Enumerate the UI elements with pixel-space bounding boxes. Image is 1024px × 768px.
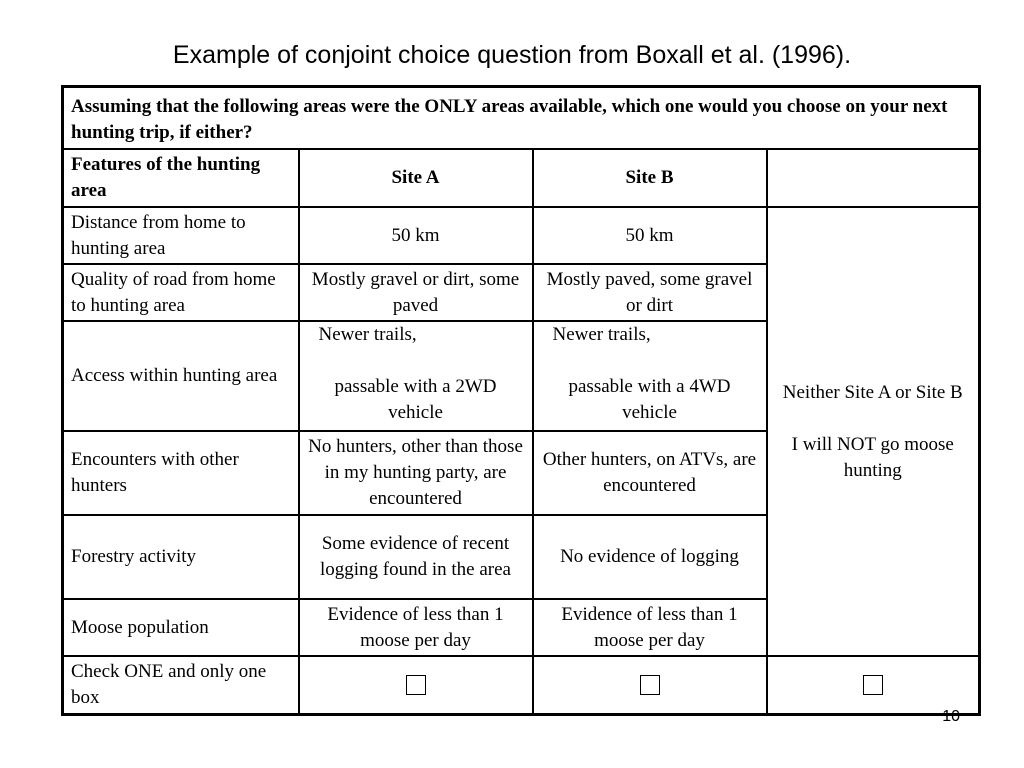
- check-row: [63, 656, 980, 714]
- site-b-encounters: Other hunters, on ATVs, are encountered: [533, 431, 767, 515]
- page-number: 10: [942, 708, 960, 725]
- site-a-encounters: No hunters, other than those in my hunting party, are encountered: [299, 431, 533, 515]
- feature-encounters: Encounters with other hunters: [63, 431, 299, 515]
- question-row: [63, 87, 980, 150]
- site-b-distance: 50 km: [533, 207, 767, 264]
- site-a-check-cell: [299, 656, 533, 714]
- site-b-road-quality: Mostly paved, some gravel or dirt: [533, 264, 767, 321]
- site-b-moose-population: Evidence of less than 1 moose per day: [533, 599, 767, 656]
- site-a-distance: 50 km: [299, 207, 533, 264]
- site-a-access-line2: passable with a 2WD vehicle: [334, 376, 497, 423]
- choice-table: [61, 85, 981, 716]
- site-b-checkbox[interactable]: [640, 675, 660, 695]
- site-a-access-line1: Newer trails,: [318, 324, 417, 345]
- site-b-access-line2: passable with a 4WD vehicle: [568, 376, 731, 423]
- site-b-forestry: No evidence of logging: [533, 515, 767, 599]
- feature-forestry: Forestry activity: [63, 515, 299, 599]
- feature-moose-population: Moose population: [63, 599, 299, 656]
- question-text: Assuming that the following areas were the ONLY areas available, which one would you choose on your next hunting trip, if either?: [63, 87, 980, 150]
- header-site-b: Site B: [533, 149, 767, 207]
- feature-distance: Distance from home to hunting area: [63, 207, 299, 264]
- site-b-access: [533, 321, 767, 431]
- site-a-access: [299, 321, 533, 431]
- header-neither: [767, 149, 980, 207]
- check-instruction: Check ONE and only one box: [63, 656, 299, 714]
- site-a-checkbox[interactable]: [406, 675, 426, 695]
- feature-access: Access within hunting area: [63, 321, 299, 431]
- neither-checkbox[interactable]: [863, 675, 883, 695]
- neither-check-cell: [767, 656, 980, 714]
- no-hunting-text: I will NOT go moose hunting: [791, 433, 954, 481]
- site-b-access-line1: Newer trails,: [552, 324, 651, 345]
- neither-option-cell: [767, 207, 980, 656]
- header-row: [63, 149, 980, 207]
- slide-title: Example of conjoint choice question from Boxall et al. (1996).: [172, 41, 852, 69]
- site-a-moose-population: Evidence of less than 1 moose per day: [299, 599, 533, 656]
- header-features: Features of the hunting area: [63, 149, 299, 207]
- header-site-a: Site A: [299, 149, 533, 207]
- table-row: [63, 207, 980, 264]
- neither-option-text: Neither Site A or Site B: [782, 381, 963, 403]
- site-a-road-quality: Mostly gravel or dirt, some paved: [299, 264, 533, 321]
- feature-road-quality: Quality of road from home to hunting area: [63, 264, 299, 321]
- site-a-forestry: Some evidence of recent logging found in the area: [299, 515, 533, 599]
- site-b-check-cell: [533, 656, 767, 714]
